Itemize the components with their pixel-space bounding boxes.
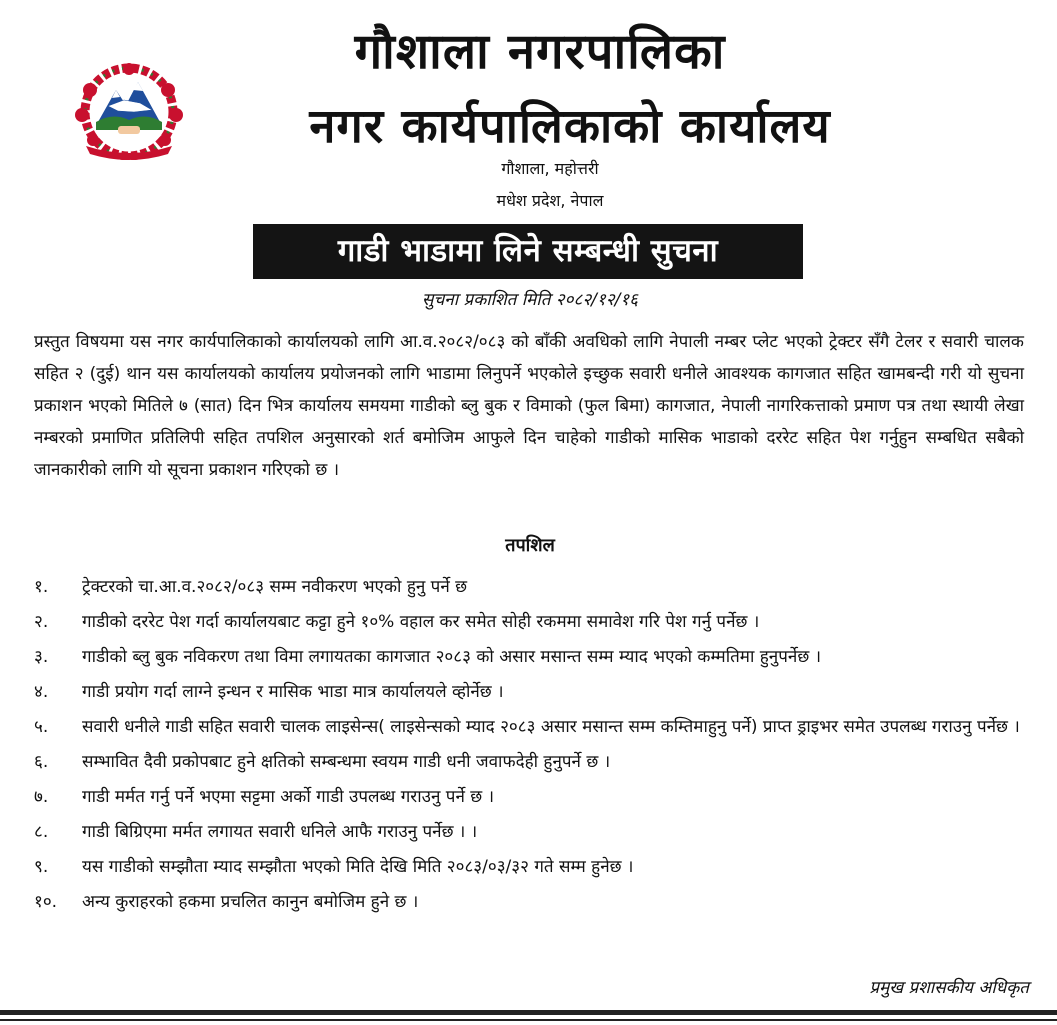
list-item [34,607,1034,638]
signatory-title: प्रमुख प्रशासकीय अधिकृत [869,978,1029,998]
item-number: ७. [34,787,49,807]
item-text: यस गाडीको सम्झौता म्याद सम्झौता भएको मिति देखि मिति २०८३/०३/३२ गते सम्म हुनेछ । [82,857,634,877]
tapashil-heading: तपशिल [505,535,555,556]
item-number: २. [34,612,49,632]
item-text: गाडीको दररेट पेश गर्दा कार्यालयबाट कट्टा हुने १०% वहाल कर समेत सोही रकममा समावेश गरि पेश गर्नु पर्नेछ । [82,612,760,632]
notice-body: प्रस्तुत विषयमा यस नगर कार्यपालिकाको कार्यालयको लागि आ.व.२०८२/०८३ को बाँकी अवधिको लागि नेपाली नम्बर प्लेट भएको ट्रेक्टर सँगै टेलर र सवारी चालक सहित २ (दुई) थान यस कार्यालयको कार्यालय प्रयोजनको लागि भाडामा लिनुपर्ने भएकोले इच्छुक सवारी धनीले आवश्यक कागजात सहित खामबन्दी गरी यो सुचना प्रकाशन भएको मितिले ७ (सात) दिन भित्र कार्यालय समयमा गाडीको ब्लु बुक र विमाको (फुल बिमा) कागजात, नेपाली नागरिकत्ताको प्रमाण पत्र तथा स्थायी लेखा नम्बरको प्रमाणित प्रतिलिपी सहित तपशिल अनुसारको शर्त बमोजिम आफुले दिन चाहेको गाडीको मासिक भाडाको दररेट सहित पेश गर्नुहुन सम्बधित सबैको जानकारीको लागि यो सूचना प्रकाशन गरिएको छ । [34,332,1024,480]
item-number: ६. [34,752,49,772]
item-number: ५. [34,717,49,737]
list-item [34,642,1034,673]
address-line-1: गौशाला, महोत्तरी [501,159,599,178]
list-item [34,887,1034,918]
item-number: ८. [34,822,49,842]
nepal-emblem-icon [68,60,190,160]
office-title: नगर कार्यपालिकाको कार्यालय [309,99,831,154]
item-text: सवारी धनीले गाडी सहित सवारी चालक लाइसेन्स( लाइसेन्सको म्याद २०८३ असार मसान्त सम्म कम्तिमाहुनु पर्ने) प्राप्त ड्राइभर समेत उपलब्ध गराउनु पर्नेछ । [82,717,1020,737]
item-text: गाडी प्रयोग गर्दा लाग्ने इन्धन र मासिक भाडा मात्र कार्यालयले व्होर्नेछ । [82,682,504,702]
published-date: सुचना प्रकाशित मिति २०८२/१२/१६ [422,290,638,310]
list-item [34,677,1034,708]
address-line-2: मधेश प्रदेश, नेपाल [496,191,604,210]
condition-list [34,572,1034,922]
item-text: अन्य कुराहरको हकमा प्रचलित कानुन बमोजिम हुने छ । [82,892,419,912]
item-number: ३. [34,647,49,667]
item-text: गाडी बिग्रिएमा मर्मत लगायत सवारी धनिले आफै गराउनु पर्नेछ । । [82,822,478,842]
item-text: गाडीको ब्लु बुक नविकरण तथा विमा लगायतका कागजात २०८३ को असार मसान्त सम्म म्याद भएको कम्मतिमा हुनुपर्नेछ । [82,647,822,667]
item-number: १०. [34,892,58,912]
item-text: गाडी मर्मत गर्नु पर्ने भएमा सट्टमा अर्को गाडी उपलब्ध गराउनु पर्ने छ । [82,787,495,807]
notice-title-banner: गाडी भाडामा लिने सम्बन्धी सुचना [253,224,803,279]
item-number: १. [34,577,49,597]
footer-rule-thick [0,1010,1057,1015]
list-item [34,852,1034,883]
item-text: ट्रेक्टरको चा.आ.व.२०८२/०८३ सम्म नवीकरण भएको हुनु पर्ने छ [82,577,468,597]
item-text: सम्भावित दैवी प्रकोपबाट हुने क्षतिको सम्बन्धमा स्वयम गाडी धनी जवाफदेही हुनुपर्ने छ । [82,752,611,772]
list-item [34,817,1034,848]
list-item [34,712,1034,743]
item-number: ४. [34,682,49,702]
list-item [34,747,1034,778]
item-number: ९. [34,857,49,877]
municipality-title: गौशाला नगरपालिका [354,23,726,80]
footer-rule-thin [0,1019,1057,1021]
list-item [34,572,1034,603]
list-item [34,782,1034,813]
